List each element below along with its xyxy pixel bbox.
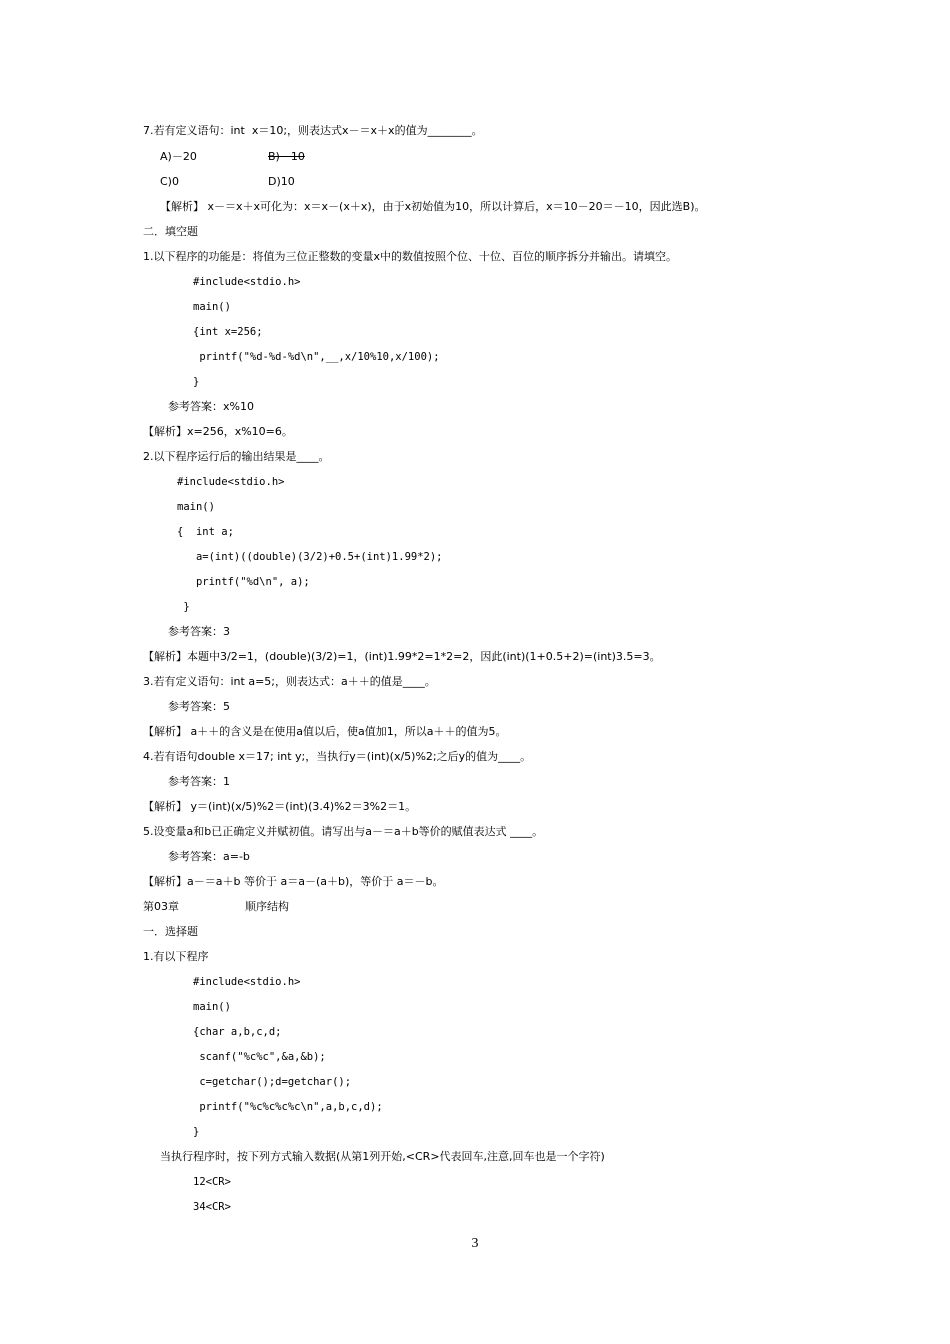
fill3-answer: 参考答案：5 bbox=[168, 700, 230, 713]
fill2-stem: 2.以下程序运行后的输出结果是____。 bbox=[143, 450, 330, 463]
section-heading-choice: 一．选择题 bbox=[143, 925, 198, 938]
q7-analysis: 【解析】 x－＝x＋x可化为：x＝x－(x＋x)，由于x初始值为10，所以计算后，x＝10－20＝－10，因此选B)。 bbox=[160, 200, 706, 213]
fill1-stem: 1.以下程序的功能是：将值为三位正整数的变量x中的数值按照个位、十位、百位的顺序拆分并输出。请填空。 bbox=[143, 250, 678, 263]
choice1-code-line: {char a,b,c,d; bbox=[193, 1026, 282, 1038]
q7-option-c: C)0 bbox=[160, 175, 179, 188]
choice1-input-line: 12<CR> bbox=[193, 1176, 231, 1188]
fill2-code-line: { int a; bbox=[177, 526, 234, 538]
fill2-code-line: a=(int)((double)(3/2)+0.5+(int)1.99*2); bbox=[177, 551, 443, 563]
q7-option-b: B)－10 bbox=[268, 150, 305, 163]
choice1-stem: 1.有以下程序 bbox=[143, 950, 209, 963]
fill2-code-line: main() bbox=[177, 501, 215, 513]
q7-stem: 7.若有定义语句：int x＝10;，则表达式x－＝x＋x的值为________。 bbox=[143, 124, 483, 137]
fill5-stem: 5.设变量a和b已正确定义并赋初值。请写出与a－＝a＋b等价的赋值表达式 ____。 bbox=[143, 825, 544, 838]
fill5-analysis: 【解析】a－＝a＋b 等价于 a＝a－(a＋b)，等价于 a＝－b。 bbox=[143, 875, 444, 888]
fill4-answer: 参考答案：1 bbox=[168, 775, 230, 788]
fill4-analysis: 【解析】 y＝(int)(x/5)%2＝(int)(3.4)%2＝3%2＝1。 bbox=[143, 800, 417, 813]
chapter-number: 第03章 bbox=[143, 900, 179, 913]
choice1-code-line: } bbox=[193, 1126, 200, 1138]
fill1-code-line: printf("%d-%d-%d\n",__,x/10%10,x/100); bbox=[193, 351, 440, 363]
q7-option-d: D)10 bbox=[268, 175, 295, 188]
fill1-analysis: 【解析】x=256，x%10=6。 bbox=[143, 425, 293, 438]
fill1-code-line: {int x=256; bbox=[193, 326, 263, 338]
fill2-code-line: #include<stdio.h> bbox=[177, 476, 285, 488]
page-number: 3 bbox=[471, 1236, 479, 1251]
choice1-code-line: printf("%c%c%c%c\n",a,b,c,d); bbox=[193, 1101, 383, 1113]
fill2-analysis: 【解析】本题中3/2=1，(double)(3/2)=1，(int)1.99*2=1*2=2，因此(int)(1+0.5+2)=(int)3.5=3。 bbox=[143, 650, 661, 663]
choice1-code-line: main() bbox=[193, 1001, 231, 1013]
fill2-code-line: printf("%d\n", a); bbox=[177, 576, 310, 588]
chapter-title: 顺序结构 bbox=[245, 900, 289, 913]
fill2-answer: 参考答案：3 bbox=[168, 625, 230, 638]
section-heading-fill-in: 二．填空题 bbox=[143, 225, 198, 238]
fill1-code-line: } bbox=[193, 376, 200, 388]
fill3-analysis: 【解析】 a＋＋的含义是在使用a值以后，使a值加1，所以a＋＋的值为5。 bbox=[143, 725, 507, 738]
choice1-code-line: c=getchar();d=getchar(); bbox=[193, 1076, 352, 1088]
choice1-code-line: #include<stdio.h> bbox=[193, 976, 301, 988]
choice1-input-line: 34<CR> bbox=[193, 1201, 231, 1213]
fill1-answer: 参考答案：x%10 bbox=[168, 400, 254, 413]
fill2-code-line: } bbox=[177, 601, 190, 613]
fill1-code-line: #include<stdio.h> bbox=[193, 276, 301, 288]
choice1-code-line: scanf("%c%c",&a,&b); bbox=[193, 1051, 326, 1063]
fill1-code-line: main() bbox=[193, 301, 231, 313]
choice1-note: 当执行程序时，按下列方式输入数据(从第1列开始,<CR>代表回车,注意,回车也是一个字符) bbox=[160, 1150, 605, 1163]
q7-option-a: A)－20 bbox=[160, 150, 197, 163]
fill5-answer: 参考答案：a=-b bbox=[168, 850, 250, 863]
fill4-stem: 4.若有语句double x＝17; int y;，当执行y＝(int)(x/5)%2;之后y的值为____。 bbox=[143, 750, 532, 763]
fill3-stem: 3.若有定义语句：int a=5;，则表达式：a＋＋的值是____。 bbox=[143, 675, 436, 688]
